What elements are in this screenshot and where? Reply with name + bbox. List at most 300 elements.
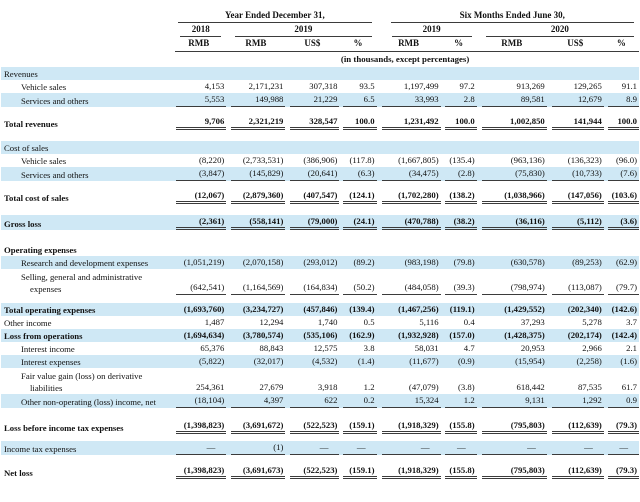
cell-value: 149,988 bbox=[231, 93, 285, 107]
cell-value: (1,398,823) bbox=[176, 419, 226, 434]
cell-value: (117.8) bbox=[349, 155, 375, 165]
row-label-text: Selling, general and administrative bbox=[21, 272, 143, 282]
row-label-text: Research and development expenses bbox=[21, 258, 149, 268]
cell bbox=[441, 419, 477, 434]
cell-value: 2.8 bbox=[445, 93, 477, 107]
cell bbox=[339, 441, 376, 455]
cell bbox=[604, 329, 639, 342]
cell bbox=[377, 67, 441, 80]
income-statement-table bbox=[1, 9, 639, 479]
cell-value: — bbox=[482, 441, 547, 455]
cell bbox=[477, 355, 547, 368]
table-row bbox=[1, 355, 639, 368]
cell-value: 622 bbox=[290, 394, 339, 408]
cell-value: (3,691,673) bbox=[231, 464, 285, 479]
table-row bbox=[1, 115, 639, 130]
cell-value: (1,932,928) bbox=[398, 330, 439, 340]
cell bbox=[171, 394, 226, 408]
cell-value: 0.4 bbox=[463, 317, 475, 327]
cell-value: (1,667,805) bbox=[398, 155, 439, 165]
cell bbox=[547, 368, 604, 394]
cell bbox=[441, 154, 477, 167]
cell-value: (138.2) bbox=[445, 189, 477, 204]
cell bbox=[604, 167, 639, 181]
cell bbox=[547, 80, 604, 93]
row-label-text: Net loss bbox=[4, 468, 33, 478]
cell bbox=[339, 215, 376, 230]
row-label bbox=[1, 93, 171, 107]
cell-value: 61.7 bbox=[621, 382, 637, 392]
cell-value: (75,830) bbox=[482, 167, 547, 181]
row-label bbox=[1, 441, 171, 455]
cell-value: 33,993 bbox=[382, 93, 441, 107]
gap-cell bbox=[1, 181, 639, 189]
row-label-text: Loss before income tax expenses bbox=[4, 423, 124, 433]
cell-value: (39.3) bbox=[445, 281, 477, 295]
row-label-text: Other income bbox=[4, 318, 52, 328]
units-note-row bbox=[1, 52, 639, 67]
cell-value: 2,966 bbox=[582, 343, 602, 353]
gap-row bbox=[1, 408, 639, 419]
row-label bbox=[1, 167, 171, 181]
cell bbox=[285, 303, 339, 316]
cell bbox=[547, 441, 604, 455]
col-header-usd-2020: US$ bbox=[567, 38, 584, 48]
cell bbox=[441, 256, 477, 269]
cell-value: 9,706 bbox=[176, 115, 226, 130]
cell-value: 91.1 bbox=[621, 81, 637, 91]
cell bbox=[477, 269, 547, 295]
year-header-2019: 2019 bbox=[235, 23, 371, 37]
cell bbox=[226, 167, 285, 181]
cell bbox=[171, 154, 226, 167]
cell-value: (89,253) bbox=[572, 257, 602, 267]
table-row bbox=[1, 419, 639, 434]
cell-value: (135.4) bbox=[449, 155, 475, 165]
cell-value: (630,578) bbox=[510, 257, 545, 267]
cell-value: (202,174) bbox=[567, 330, 602, 340]
header-spacer bbox=[1, 23, 171, 37]
year-header-2020: 2020 bbox=[486, 23, 634, 37]
cell bbox=[285, 243, 339, 256]
cell bbox=[547, 464, 604, 479]
cell-value: (1,164,569) bbox=[231, 281, 285, 295]
cell-value: (798,974) bbox=[482, 281, 547, 295]
cell bbox=[477, 67, 547, 80]
cell bbox=[377, 464, 441, 479]
cell bbox=[377, 316, 441, 329]
row-label bbox=[1, 154, 171, 167]
currency-header-row bbox=[1, 37, 639, 50]
cell-value: (112,639) bbox=[552, 419, 604, 434]
cell-value: (470,788) bbox=[382, 215, 441, 230]
cell-value: — bbox=[176, 441, 226, 455]
row-label-text: Services and others bbox=[21, 170, 89, 180]
cell-value: 4,153 bbox=[204, 81, 225, 91]
cell-value: (7.6) bbox=[608, 167, 639, 181]
cell-value: (535,106) bbox=[303, 330, 338, 340]
cell-value: 8.9 bbox=[608, 93, 639, 107]
cell bbox=[285, 215, 339, 230]
cell bbox=[477, 368, 547, 394]
cell-value: 100.0 bbox=[608, 115, 639, 130]
cell-value: (642,541) bbox=[176, 281, 226, 295]
cell bbox=[604, 355, 639, 368]
cell-value: 88,843 bbox=[259, 343, 284, 353]
cell bbox=[441, 441, 477, 455]
cell bbox=[441, 80, 477, 93]
cell bbox=[441, 342, 477, 355]
cell bbox=[477, 80, 547, 93]
cell-value: (1.4) bbox=[357, 356, 375, 366]
cell-value: 4,397 bbox=[231, 394, 285, 408]
row-label bbox=[1, 243, 171, 256]
cell bbox=[171, 329, 226, 342]
cell bbox=[547, 115, 604, 130]
cell bbox=[171, 419, 226, 434]
cell-value: (1,918,329) bbox=[382, 419, 441, 434]
cell-value: (162.9) bbox=[349, 330, 375, 340]
row-label-text: Cost of sales bbox=[4, 143, 49, 153]
gap-row bbox=[1, 204, 639, 215]
cell-value: 3.8 bbox=[363, 343, 375, 353]
cell bbox=[477, 303, 547, 316]
cell-value: (12,067) bbox=[176, 189, 226, 204]
cell bbox=[441, 215, 477, 230]
cell bbox=[604, 80, 639, 93]
cell bbox=[339, 256, 376, 269]
cell-value: (558,141) bbox=[231, 215, 285, 230]
cell bbox=[171, 243, 226, 256]
cell bbox=[285, 256, 339, 269]
row-label-text: Vehicle sales bbox=[21, 82, 67, 92]
row-label-text: Loss from operations bbox=[4, 331, 83, 341]
cell bbox=[377, 368, 441, 394]
cell-value: (2,361) bbox=[176, 215, 226, 230]
cell bbox=[477, 316, 547, 329]
cell-value: 141,944 bbox=[552, 115, 604, 130]
cell-value: (795,803) bbox=[482, 464, 547, 479]
cell bbox=[477, 189, 547, 204]
cell bbox=[339, 243, 376, 256]
cell bbox=[441, 329, 477, 342]
cell bbox=[339, 368, 376, 394]
cell-value: (293,012) bbox=[303, 257, 338, 267]
cell-value: (139.4) bbox=[349, 304, 375, 314]
year-header-row bbox=[1, 23, 639, 37]
cell-value: 1,487 bbox=[204, 317, 225, 327]
cell-value: (10,733) bbox=[552, 167, 604, 181]
cell bbox=[547, 243, 604, 256]
cell-value: (522,523) bbox=[290, 464, 339, 479]
cell-value: 97.2 bbox=[459, 81, 475, 91]
gap-row bbox=[1, 181, 639, 189]
cell bbox=[171, 342, 226, 355]
cell-value: (136,323) bbox=[567, 155, 602, 165]
cell-value: 307,318 bbox=[309, 81, 338, 91]
cell bbox=[604, 303, 639, 316]
cell-value: (159.1) bbox=[343, 419, 376, 434]
cell bbox=[226, 441, 285, 455]
cell-value: 27,679 bbox=[259, 382, 284, 392]
cell bbox=[339, 329, 376, 342]
cell bbox=[339, 419, 376, 434]
cell bbox=[285, 419, 339, 434]
row-label bbox=[1, 329, 171, 342]
row-label-text: Operating expenses bbox=[4, 245, 77, 255]
table-row bbox=[1, 303, 639, 316]
cell-value: (5,112) bbox=[552, 215, 604, 230]
cell bbox=[226, 115, 285, 130]
gap-cell bbox=[1, 230, 639, 243]
cell bbox=[285, 80, 339, 93]
cell-value: (2.8) bbox=[445, 167, 477, 181]
cell bbox=[377, 215, 441, 230]
cell bbox=[339, 154, 376, 167]
cell-value: (3,234,727) bbox=[242, 304, 284, 314]
cell-value: (3,780,574) bbox=[242, 330, 284, 340]
cell-value: 87,535 bbox=[577, 382, 602, 392]
cell-value: (157.0) bbox=[449, 330, 475, 340]
row-label-text: Interest income bbox=[21, 344, 75, 354]
cell bbox=[171, 316, 226, 329]
cell bbox=[477, 256, 547, 269]
cell bbox=[285, 141, 339, 154]
cell-value: (202,340) bbox=[567, 304, 602, 314]
cell-value: (1,702,280) bbox=[382, 189, 441, 204]
col-header-rmb-2020: RMB bbox=[501, 38, 523, 48]
cell-value: (3.6) bbox=[608, 215, 639, 230]
cell bbox=[477, 141, 547, 154]
cell bbox=[339, 269, 376, 295]
table-row bbox=[1, 141, 639, 154]
cell bbox=[226, 256, 285, 269]
cell bbox=[226, 141, 285, 154]
cell bbox=[226, 154, 285, 167]
cell bbox=[339, 167, 376, 181]
cell-value: 328,547 bbox=[290, 115, 339, 130]
cell-value: (119.1) bbox=[449, 304, 475, 314]
cell bbox=[285, 316, 339, 329]
cell bbox=[339, 80, 376, 93]
cell-value: (1,398,823) bbox=[176, 464, 226, 479]
cell bbox=[377, 93, 441, 107]
cell bbox=[477, 419, 547, 434]
cell-value: 12,575 bbox=[313, 343, 338, 353]
cell-value: 12,679 bbox=[552, 93, 604, 107]
cell-value: (1.6) bbox=[620, 356, 637, 366]
cell bbox=[547, 256, 604, 269]
header-spacer bbox=[1, 9, 171, 23]
row-label bbox=[1, 464, 171, 479]
cell-value: 1,231,492 bbox=[382, 115, 441, 130]
cell-value: (38.2) bbox=[445, 215, 477, 230]
cell-value: (79.8) bbox=[453, 257, 475, 267]
cell bbox=[477, 441, 547, 455]
cell-value: — bbox=[343, 441, 376, 455]
cell bbox=[339, 115, 376, 130]
cell bbox=[604, 342, 639, 355]
row-label bbox=[1, 115, 171, 130]
row-label bbox=[1, 189, 171, 204]
cell-value: 15,324 bbox=[382, 394, 441, 408]
cell bbox=[285, 441, 339, 455]
cell bbox=[377, 141, 441, 154]
group-header-six-months: Six Months Ended June 30, bbox=[391, 9, 634, 23]
cell bbox=[285, 342, 339, 355]
cell-value: (124.1) bbox=[343, 189, 376, 204]
cell-value: (5,822) bbox=[198, 356, 225, 366]
row-label bbox=[1, 67, 171, 80]
cell bbox=[477, 115, 547, 130]
cell-value: 1,740 bbox=[317, 317, 338, 327]
cell bbox=[171, 80, 226, 93]
cell-value: (79.3) bbox=[608, 464, 639, 479]
cell bbox=[547, 394, 604, 408]
cell bbox=[377, 441, 441, 455]
cell bbox=[441, 141, 477, 154]
cell-value: (24.1) bbox=[343, 215, 376, 230]
cell-value: (142.6) bbox=[611, 304, 637, 314]
cell bbox=[477, 342, 547, 355]
cell bbox=[377, 329, 441, 342]
cell-value: (103.6) bbox=[608, 189, 639, 204]
row-label bbox=[1, 80, 171, 93]
row-label bbox=[1, 394, 171, 408]
cell bbox=[226, 316, 285, 329]
cell-value: (18,104) bbox=[176, 394, 226, 408]
cell-value: (113,087) bbox=[552, 281, 604, 295]
row-label-text: Revenues bbox=[4, 69, 38, 79]
table-row bbox=[1, 256, 639, 269]
cell bbox=[171, 256, 226, 269]
cell bbox=[604, 256, 639, 269]
cell-value: (32,017) bbox=[253, 356, 284, 366]
cell-value: (15,954) bbox=[515, 356, 545, 366]
period-group-row bbox=[1, 9, 639, 23]
cell bbox=[171, 269, 226, 295]
row-label-text-continued: liabilities bbox=[30, 383, 63, 393]
cell bbox=[285, 329, 339, 342]
cell-value: 12,294 bbox=[259, 317, 284, 327]
group-header-annual: Year Ended December 31, bbox=[178, 9, 371, 23]
cell bbox=[604, 394, 639, 408]
table-row bbox=[1, 269, 639, 295]
cell-value: (1,693,760) bbox=[183, 304, 225, 314]
cell-value: 100.0 bbox=[343, 115, 376, 130]
cell bbox=[377, 189, 441, 204]
cell-value: (457,846) bbox=[303, 304, 338, 314]
cell-value: (79,000) bbox=[290, 215, 339, 230]
cell bbox=[339, 342, 376, 355]
cell bbox=[226, 342, 285, 355]
row-label bbox=[1, 303, 171, 316]
cell bbox=[377, 342, 441, 355]
cell-value: (1,467,256) bbox=[398, 304, 439, 314]
cell bbox=[477, 329, 547, 342]
cell bbox=[604, 115, 639, 130]
cell-value: (2,258) bbox=[576, 356, 602, 366]
row-label bbox=[1, 215, 171, 230]
cell bbox=[441, 67, 477, 80]
cell bbox=[547, 316, 604, 329]
cell bbox=[604, 141, 639, 154]
cell-value: (2,733,531) bbox=[242, 155, 284, 165]
cell bbox=[604, 419, 639, 434]
row-label bbox=[1, 316, 171, 329]
cell-value: 3.7 bbox=[626, 317, 637, 327]
table-row bbox=[1, 243, 639, 256]
cell bbox=[547, 189, 604, 204]
cell bbox=[377, 269, 441, 295]
cell-value: (62.9) bbox=[616, 257, 637, 267]
cell bbox=[604, 243, 639, 256]
gap-row bbox=[1, 230, 639, 243]
cell-value: (34,475) bbox=[382, 167, 441, 181]
cell bbox=[339, 303, 376, 316]
cell bbox=[547, 167, 604, 181]
cell bbox=[171, 67, 226, 80]
cell bbox=[377, 256, 441, 269]
row-label-text: Fair value gain (loss) on derivative bbox=[21, 371, 143, 381]
cell-value: — bbox=[445, 441, 477, 455]
table-body bbox=[1, 67, 639, 479]
cell-value: 1,197,499 bbox=[403, 81, 439, 91]
cell bbox=[547, 329, 604, 342]
cell-value: (963,136) bbox=[510, 155, 545, 165]
cell bbox=[285, 93, 339, 107]
cell bbox=[339, 189, 376, 204]
cell bbox=[477, 215, 547, 230]
cell bbox=[339, 464, 376, 479]
cell-value: (79.7) bbox=[608, 281, 639, 295]
gap-row bbox=[1, 107, 639, 115]
cell-value: 913,269 bbox=[516, 81, 545, 91]
cell-value: 5,553 bbox=[176, 93, 226, 107]
table-row bbox=[1, 329, 639, 342]
cell-value: 58,031 bbox=[414, 343, 439, 353]
cell-value: (3.8) bbox=[458, 382, 475, 392]
cell bbox=[226, 215, 285, 230]
cell bbox=[226, 329, 285, 342]
row-label-text: Interest expenses bbox=[21, 357, 81, 367]
cell-value: (79.3) bbox=[608, 419, 639, 434]
row-label bbox=[1, 355, 171, 368]
gap-cell bbox=[1, 455, 639, 464]
gap-cell bbox=[1, 295, 639, 303]
cell bbox=[441, 316, 477, 329]
cell bbox=[377, 303, 441, 316]
cell-value: 100.0 bbox=[445, 115, 477, 130]
cell-value: 37,293 bbox=[520, 317, 545, 327]
cell bbox=[226, 303, 285, 316]
cell-value: 1.2 bbox=[363, 382, 375, 392]
cell-value: (1,051,219) bbox=[183, 257, 225, 267]
cell-value: 89,581 bbox=[482, 93, 547, 107]
cell-value: (89.2) bbox=[353, 257, 375, 267]
cell bbox=[226, 189, 285, 204]
cell-value: 2.1 bbox=[626, 343, 637, 353]
cell-value: 1.2 bbox=[445, 394, 477, 408]
cell-value: — bbox=[290, 441, 339, 455]
gap-row bbox=[1, 434, 639, 441]
cell bbox=[547, 154, 604, 167]
cell-value: (983,198) bbox=[404, 257, 439, 267]
cell-value: — bbox=[382, 441, 441, 455]
row-label-text: Services and others bbox=[21, 96, 89, 106]
cell bbox=[477, 243, 547, 256]
cell bbox=[171, 355, 226, 368]
